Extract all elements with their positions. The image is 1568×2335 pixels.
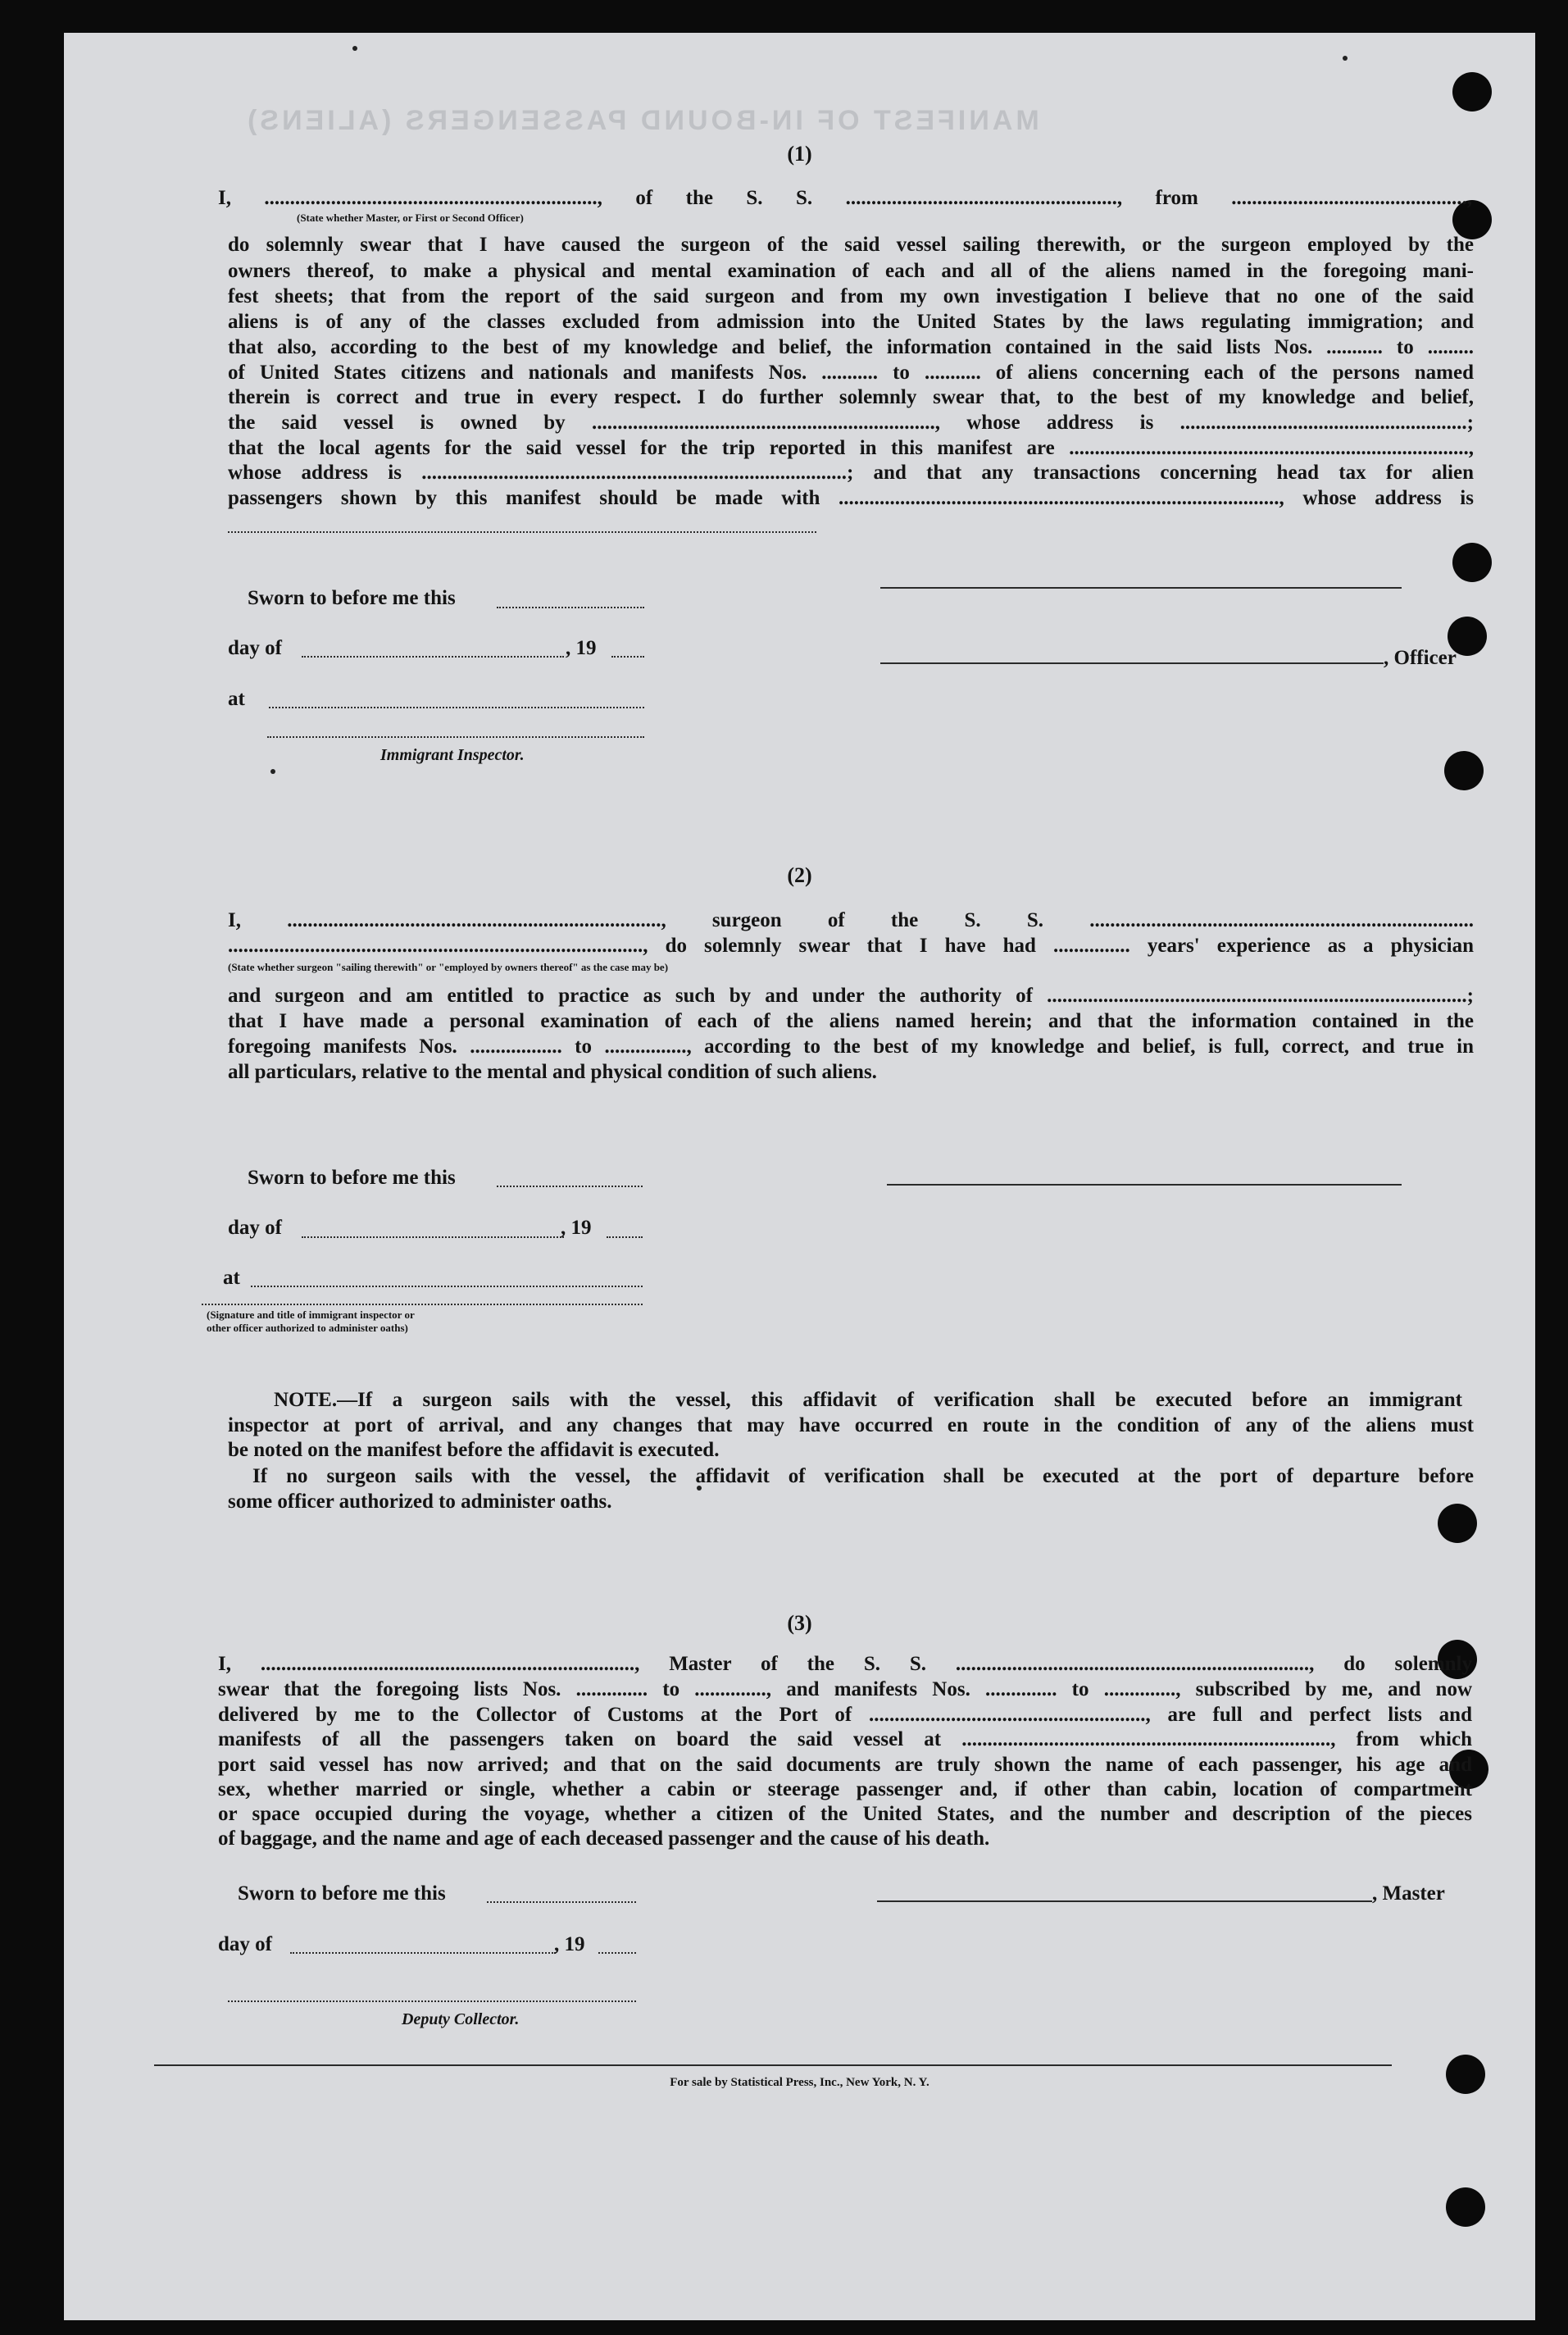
section-2-line: ................................................................................., do solemnly swear that I have had ............... years' experience as a physician — [228, 935, 1474, 957]
section-1-line: aliens is of any of the classes excluded from admission into the United States by the laws regulating immigration; and — [228, 311, 1474, 333]
punch-hole — [1444, 751, 1484, 790]
sworn-label: Sworn to before me this — [248, 1167, 456, 1189]
year-blank — [607, 1236, 643, 1238]
signature-caption-line2: other officer authorized to administer oaths) — [207, 1322, 408, 1334]
officer-name-line — [880, 662, 1384, 664]
at-label: at — [223, 1267, 240, 1289]
note-line: some officer authorized to administer oaths. — [228, 1491, 612, 1513]
punch-hole — [1452, 543, 1492, 582]
ink-speck — [270, 769, 275, 774]
officer-label: , Officer — [1384, 647, 1457, 669]
note-line: inspector at port of arrival, and any changes that may have occurred en route in the condition of any of the aliens must — [228, 1414, 1474, 1436]
document-page — [64, 33, 1535, 2320]
at-label: at — [228, 688, 245, 710]
year-blank — [611, 656, 644, 658]
section-1-line: that the local agents for the said vessel for the trip reported in this manifest are .............................................................................., — [228, 437, 1474, 459]
note-line: If no surgeon sails with the vessel, the affidavit of verification shall be executed at the port of departure before — [252, 1465, 1474, 1487]
bleed-through-header: MANIFEST OF IN-BOUND PASSENGERS (ALIENS) — [244, 105, 1039, 136]
punch-hole — [1452, 72, 1492, 112]
section-1-line: that also, according to the best of my knowledge and belief, the information contained in the said lists Nos. ........... to ......... — [228, 336, 1474, 358]
section-2-line: foregoing manifests Nos. .................. to ................, according to the best of my knowledge and belief, is full, correct, and true in — [228, 1036, 1474, 1058]
section-1-line: whose address is ...................................................................................; and that any transactions concerning head tax for alien — [228, 462, 1474, 484]
at-blank — [251, 1286, 643, 1287]
day-blank — [290, 1952, 556, 1954]
master-label: , Master — [1372, 1882, 1445, 1905]
administering-officer-signature-line — [202, 1304, 643, 1305]
section-2-line: all particulars, relative to the mental and physical condition of such aliens. — [228, 1061, 877, 1083]
section-1-line: passengers shown by this manifest should be made with ......................................................................................, whose address is — [228, 487, 1474, 509]
captain-role-note: (State whether Master, or First or Second Officer) — [297, 212, 524, 224]
year-label: , 19 — [561, 1217, 592, 1239]
section-3-line: delivered by me to the Collector of Customs at the Port of ......................................................, are full and perfect lists and — [218, 1704, 1472, 1726]
section-2-heading: (2) — [787, 863, 812, 887]
section-1-heading: (1) — [787, 142, 812, 166]
master-signature-line — [877, 1900, 1372, 1902]
year-blank — [598, 1952, 636, 1954]
sworn-label: Sworn to before me this — [248, 587, 456, 609]
section-1-line: I, ................................................................., of the S. S. ....................................................., from .............................................., — [218, 187, 1472, 209]
day-blank — [302, 656, 564, 658]
section-1-line: fest sheets; that from the report of the said surgeon and from my own investigation I believe that no one of the said — [228, 285, 1474, 307]
year-label: , 19 — [566, 637, 597, 659]
punch-hole — [1446, 2187, 1485, 2227]
sworn-blank — [487, 1901, 636, 1903]
section-3-line: port said vessel has now arrived; and that on the said documents are truly shown the name of each passenger, his age and — [218, 1754, 1472, 1776]
section-2-line: I, ........................................................................., surgeon of the S. S. ........................................................................... — [228, 909, 1474, 931]
section-3-line: or space occupied during the voyage, whether a citizen of the United States, and the number and description of the pieces — [218, 1803, 1472, 1825]
address-blank — [228, 531, 816, 533]
day-of-label: day of — [228, 637, 282, 659]
section-1-line: therein is correct and true in every respect. I do further solemnly swear that, to the best of my knowledge and belief, — [228, 386, 1474, 408]
deputy-collector-caption: Deputy Collector. — [402, 2010, 520, 2028]
day-blank — [302, 1236, 564, 1238]
section-3-heading: (3) — [787, 1611, 812, 1635]
section-2-line: and surgeon and am entitled to practice as such by and under the authority of ..................................................................................; — [228, 985, 1474, 1007]
section-3-line: sex, whether married or single, whether a cabin or steerage passenger and, if other than cabin, location of compartment — [218, 1778, 1472, 1800]
immigrant-inspector-caption: Immigrant Inspector. — [380, 746, 525, 764]
section-1-line: owners thereof, to make a physical and mental examination of each and all of the aliens named in the foregoing mani- — [228, 260, 1474, 282]
section-3-line: manifests of all the passengers taken on board the said vessel at ........................................................................, from which — [218, 1728, 1472, 1750]
sworn-label: Sworn to before me this — [238, 1882, 446, 1905]
inspector-signature-line — [267, 736, 644, 738]
signature-caption-line1: (Signature and title of immigrant inspector or — [207, 1309, 415, 1321]
surgeon-signature-line — [887, 1184, 1402, 1186]
section-3-line: of baggage, and the name and age of each deceased passenger and the cause of his death. — [218, 1827, 990, 1850]
section-1-line: do solemnly swear that I have caused the surgeon of the said vessel sailing therewith, or the surgeon employed by the — [228, 234, 1474, 256]
sworn-blank — [497, 607, 644, 608]
section-1-line: the said vessel is owned by ..................................................................., whose address is ........................................................; — [228, 412, 1474, 434]
at-blank — [269, 707, 644, 708]
note-line: NOTE.—If a surgeon sails with the vessel, this affidavit of verification shall be executed before an immigrant — [274, 1389, 1462, 1411]
surgeon-role-note: (State whether surgeon "sailing therewith" or "employed by owners thereof" as the case may be) — [228, 961, 669, 973]
note-line: be noted on the manifest before the affidavit is executed. — [228, 1439, 720, 1461]
day-of-label: day of — [228, 1217, 282, 1239]
printer-imprint: For sale by Statistical Press, Inc., New York, N. Y. — [670, 2076, 929, 2089]
officer-signature-line — [880, 587, 1402, 589]
ink-speck — [352, 46, 357, 51]
sworn-blank — [497, 1186, 643, 1187]
section-2-line: that I have made a personal examination of each of the aliens named herein; and that the information contained in the — [228, 1010, 1474, 1032]
footer-rule — [154, 2064, 1392, 2066]
section-3-line: swear that the foregoing lists Nos. .............. to .............., and manifests Nos. .............. to .............., subscribed by me, and now — [218, 1678, 1472, 1700]
ink-speck — [1343, 56, 1348, 61]
collector-signature-line — [228, 2000, 636, 2002]
section-1-line: of United States citizens and nationals and manifests Nos. ........... to ........... of aliens concerning each of the persons named — [228, 362, 1474, 384]
section-3-line: I, ........................................................................., Master of the S. S. ....................................................................., do solemnly — [218, 1653, 1472, 1675]
day-of-label: day of — [218, 1933, 272, 1955]
year-label: , 19 — [554, 1933, 585, 1955]
